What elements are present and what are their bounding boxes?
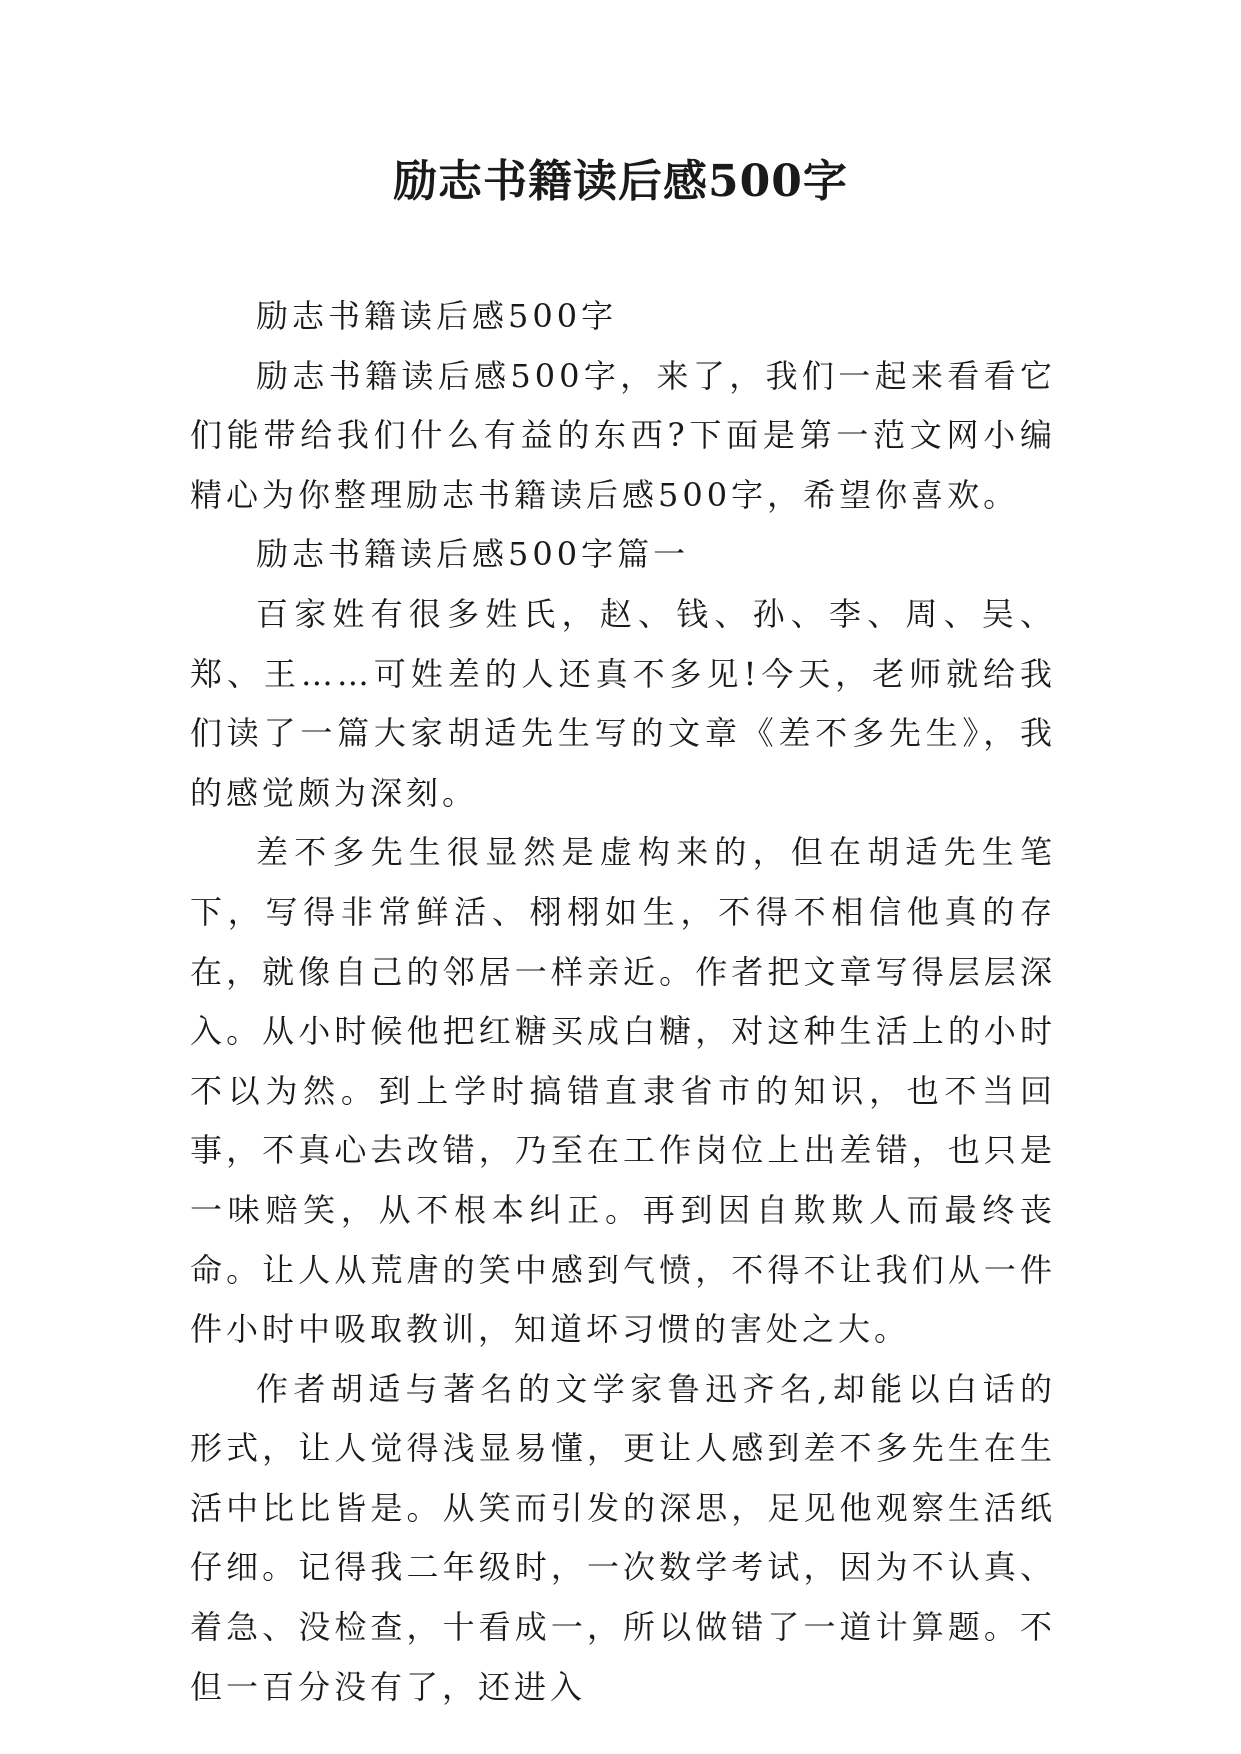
paragraph-intro: 励志书籍读后感500字，来了，我们一起来看看它们能带给我们什么有益的东西?下面是第一范文网小编精心为你整理励志书籍读后感500字，希望你喜欢。 xyxy=(190,356,1056,514)
paragraph-section-heading: 励志书籍读后感500字篇一 xyxy=(256,535,690,574)
document-body xyxy=(190,287,1056,1717)
paragraph-body-2: 差不多先生很显然是虚构来的，但在胡适先生笔下，写得非常鲜活、栩栩如生，不得不相信他真的存在，就像自己的邻居一样亲近。作者把文章写得层层深入。从小时候他把红糖买成白糖，对这种生活上的小时不以为然。到上学时搞错直隶省市的知识，也不当回事，不真心去改错，乃至在工作岗位上出差错，也只是一味赔笑，从不根本纠正。再到因自欺欺人而最终丧命。让人从荒唐的笑中感到气愤，不得不让我们从一件件小时中吸取教训，知道坏习惯的害处之大。 xyxy=(190,833,1056,1349)
paragraph-body-3: 作者胡适与著名的文学家鲁迅齐名,却能以白话的形式，让人觉得浅显易懂，更让人感到差不多先生在生活中比比皆是。从笑而引发的深思，足见他观察生活纸仔细。记得我二年级时，一次数学考试，因为不认真、着急、没检查，十看成一，所以做错了一道计算题。不但一百分没有了，还进入 xyxy=(190,1369,1056,1706)
paragraph-subtitle: 励志书籍读后感500字 xyxy=(256,297,618,335)
paragraph-body-1: 百家姓有很多姓氏，赵、钱、孙、李、周、吴、郑、王……可姓差的人还真不多见!今天，老师就给我们读了一篇大家胡适先生写的文章《差不多先生》，我的感觉颇为深刻。 xyxy=(190,594,1056,812)
document-title: 励志书籍读后感500字 xyxy=(393,156,848,207)
